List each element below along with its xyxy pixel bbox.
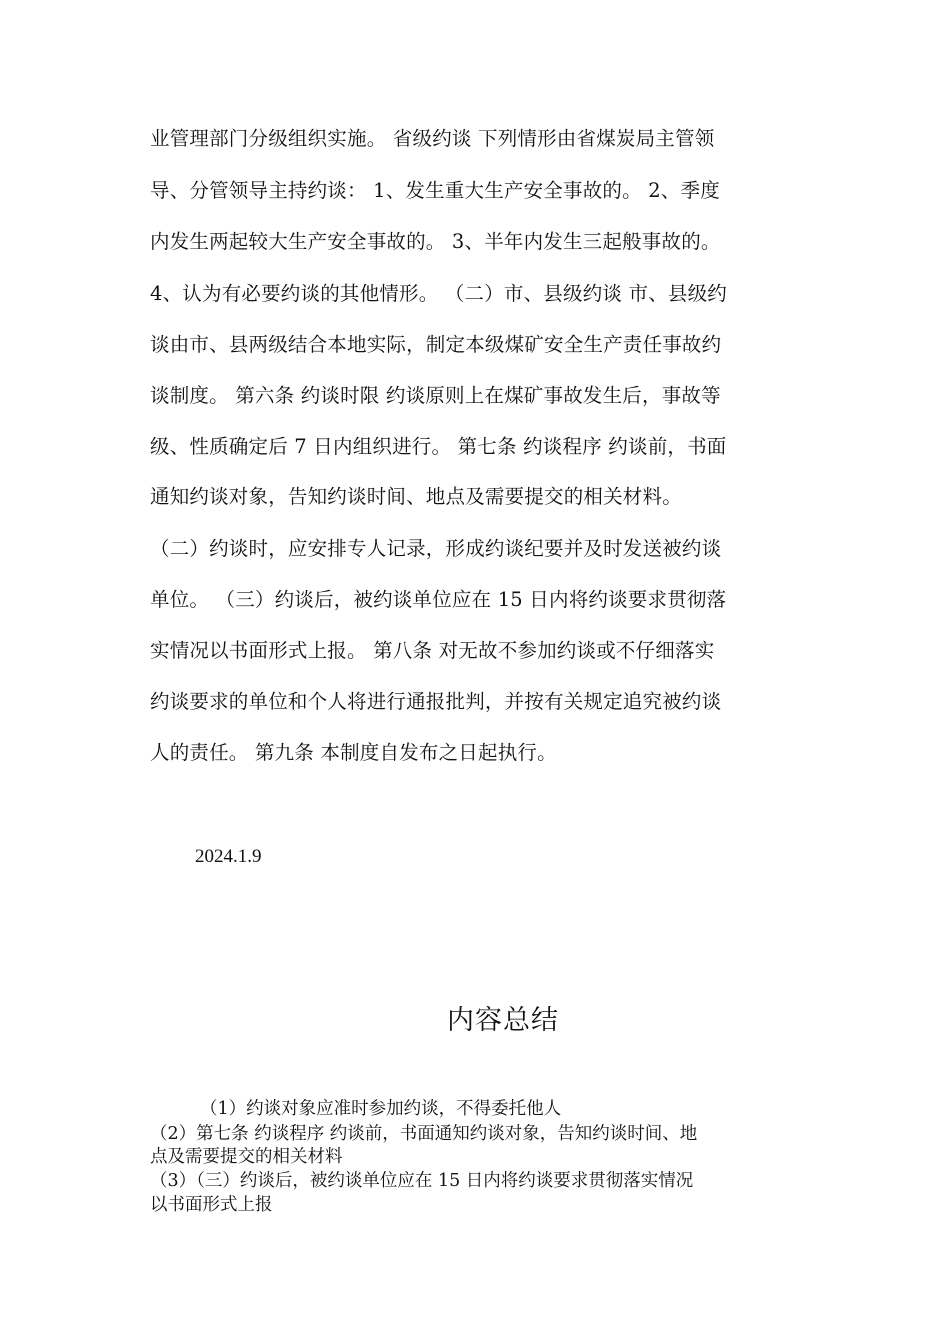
body-line: 导、分管领导主持约谈： 1、发生重大生产安全事故的。 2、季度 (150, 179, 720, 202)
body-line: 通知约谈对象，告知约谈时间、地点及需要提交的相关材料。 (150, 485, 682, 508)
body-line: 谈由市、县两级结合本地实际，制定本级煤矿安全生产责任事故约 (150, 333, 722, 356)
body-line: 级、性质确定后 7 日内组织进行。 第七条 约谈程序 约谈前，书面 (150, 435, 727, 458)
body-line: 人的责任。 第九条 本制度自发布之日起执行。 (150, 741, 557, 764)
body-line: 业管理部门分级组织实施。 省级约谈 下列情形由省煤炭局主管领 (150, 127, 715, 150)
body-line: 实情况以书面形式上报。 第八条 对无故不参加约谈或不仔细落实 (150, 639, 715, 662)
summary-item: （3）（三）约谈后，被约谈单位应在 15 日内将约谈要求贯彻落实情况 (150, 1171, 694, 1191)
summary-item-continuation: 以书面形式上报 (150, 1195, 273, 1215)
body-line: （二）约谈时，应安排专人记录，形成约谈纪要并及时发送被约谈 (150, 537, 722, 560)
summary-item: （2）第七条 约谈程序 约谈前，书面通知约谈对象，告知约谈时间、地 (150, 1124, 698, 1144)
summary-item-continuation: 点及需要提交的相关材料 (150, 1147, 343, 1167)
body-line: 4、认为有必要约谈的其他情形。 （二）市、县级约谈 市、县级约 (150, 282, 728, 305)
summary-title: 内容总结 (447, 1005, 559, 1036)
body-line: 单位。 （三）约谈后，被约谈单位应在 15 日内将约谈要求贯彻落 (150, 588, 727, 611)
body-line: 约谈要求的单位和个人将进行通报批判，并按有关规定追究被约谈 (150, 690, 722, 713)
body-line: 谈制度。 第六条 约谈时限 约谈原则上在煤矿事故发生后，事故等 (150, 384, 721, 407)
summary-item: （1）约谈对象应准时参加约谈，不得委托他人 (200, 1099, 562, 1119)
document-date: 2024.1.9 (195, 846, 262, 867)
body-line: 内发生两起较大生产安全事故的。 3、半年内发生三起般事故的。 (150, 230, 721, 253)
